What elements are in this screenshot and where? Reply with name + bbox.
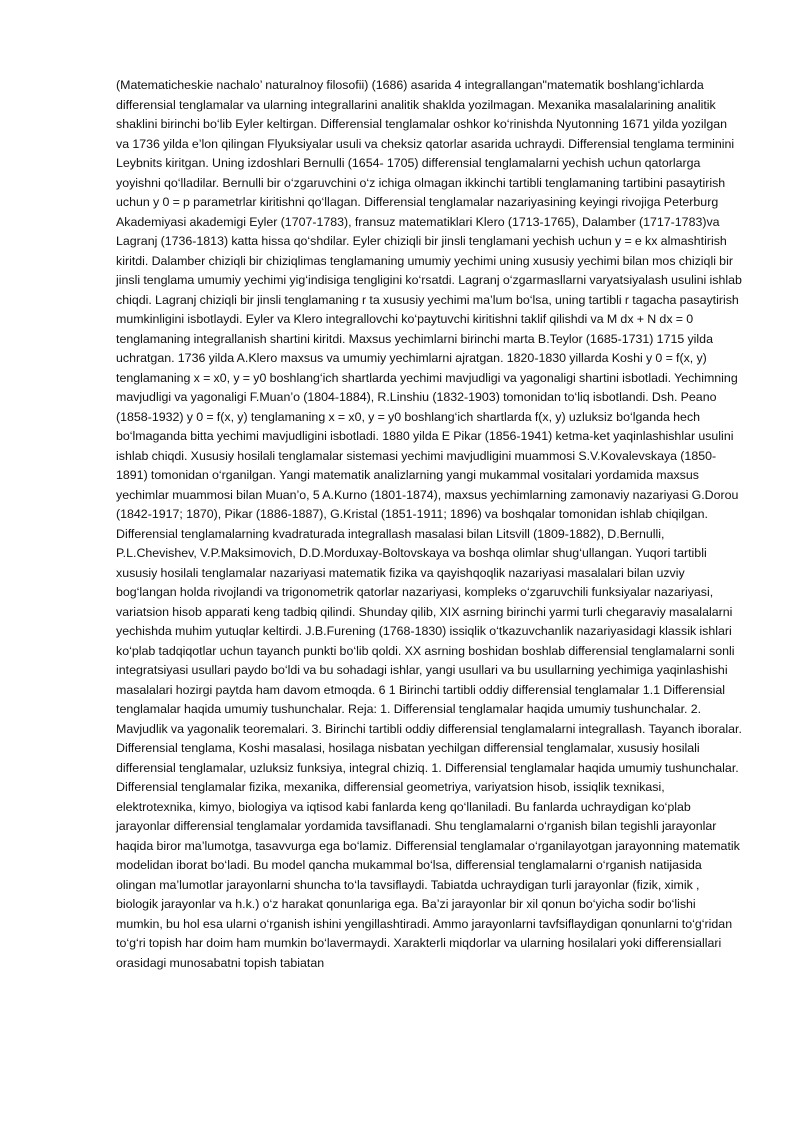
- body-paragraph: (Matematicheskie nachalo’ naturalnoy filosofii) (1686) asarida 4 integrallangan"matematik boshlang‘ichlarda differensial tenglamalar va ularning integrallarini analitik shaklda yozilmagan. Mexanika masalalarining analitik shaklini birinchi bo‘lib Eyler keltirgan. Differensial tenglamalar oshkor ko‘rinishda Nyutonning 1671 yilda yozilgan va 1736 yilda e’lon qilingan Flyuksiyalar usuli va cheksiz qatorlar asarida uchraydi. Differensial tenglama terminini Leybnits kiritgan. Uning izdoshlari Bernulli (1654- 1705) differensial tenglamalarni yechish uchun qatorlarga yoyishni qo‘lladilar. Bernulli bir o‘zgaruvchini o‘z ichiga olmagan ikkinchi tartibli tenglamaning tartibini pasaytirish uchun y 0 = p parametrlar kiritishni qo‘llagan. Differensial tenglamalar nazariyasining keyingi rivojiga Peterburg Akademiyasi akademigi Eyler (1707-1783), fransuz matematiklari Klero (1713-1765), Dalamber (1717-1783)va Lagranj (1736-1813) katta hissa qo‘shdilar. Eyler chiziqli bir jinsli tenglamani yechish uchun y = e kx almashtirish kiritdi. Dalamber chiziqli bir chiziqlimas tenglamaning umumiy yechimi uning xususiy yechimi bilan mos chiziqli bir jinsli tenglama umumiy yechimi yig‘indisiga tengligini ko‘rsatdi. Lagranj o‘zgarmasllarni varyatsiyalash usulini ishlab chiqdi. Lagranj chiziqli bir jinsli tenglamaning r ta xususiy yechimi ma’lum bo‘lsa, uning tartibli r tagacha pasaytirish mumkinligini isbotlaydi. Eyler va Klero integrallovchi ko‘paytuvchi kiritishni taklif qilishdi va M dx + N dx = 0 tenglamaning integrallanish shartini kiritdi. Maxsus yechimlarni birinchi marta B.Teylor (1685-1731) 1715 yilda uchratgan. 1736 yilda A.Klero maxsus va umumiy yechimlarni ajratgan. 1820-1830 yillarda Koshi y 0 = f(x, y) tenglamaning x = x0, y = y0 boshlang‘ich shartlarda yechimi mavjudligi va yagonaligi shartini isbotladi. Yechimning mavjudligi va yagonaligi F.Muan’o (1804-1884), R.Linshiu (1832-1903) tomonidan to‘liq isbotlandi. Dsh. Peano (1858-1932) y 0 = f(x, y) tenglamaning x = x0, y = y0 boshlang‘ich shartlarda f(x, y) uzluksiz bo‘lganda hech bo‘lmaganda bitta yechimi mavjudligini isbotladi. 1880 yilda E Pikar (1856-1941) ketma-ket yaqinlashishlar usulini ishlab chiqdi. Xususiy hosilali tenglamalar sistemasi yechimi mavjudligini muammosi S.V.Kovalevskaya (1850-1891) tomonidan o‘rganilgan. Yangi matematik analizlarning yangi mukammal vositalari yordamida maxsus yechimlar muammosi bilan Muan’o, 5 A.Kurno (1801-1874), maxsus yechimlarning zamonaviy nazariyasi G.Dorou (1842-1917; 1870), Pikar (1886-1887), G.Kristal (1851-1911; 1896) va boshqalar tomonidan ishlab chiqilgan. Differensial tenglamalarning kvadraturada integrallash masalasi bilan Litsvill (1809-1882), D.Bernulli, P.L.Chevishev, V.P.Maksimovich, D.D.Morduxay-Boltovskaya va boshqa olimlar shug‘ullangan. Yuqori tartibli xususiy hosilali tenglamalar nazariyasi matematik fizika va qayishqoqlik nazariyasi masalalari bilan uzviy bog‘langan holda rivojlandi va trigonometrik qatorlar nazariyasi, kompleks o‘zgaruvchili funksiyalar nazariyasi, variatsion hisob apparati keng tadbiq qilindi. Shunday qilib, XIX asrning birinchi yarmi turli chegaraviy masalalarni yechishda muhim yutuqlar keltirdi. J.B.Furening (1768-1830) issiqlik o‘tkazuvchanlik nazariyasidagi klassik ishlari ko‘plab tadqiqotlar uchun tayanch punkti bo‘lib qoldi. XX asrning boshidan boshlab differensial tenglamalarni sonli integratsiyasi usullari paydo bo‘ldi va bu sohadagi ishlar, yangi usullari va bu usullarning yechimiga yaqinlashishi masalalari hozirgi paytda ham davom etmoqda. 6 1 Birinchi tartibli oddiy differensial tenglamalar 1.1 Differensial tenglamalar haqida umumiy tushunchalar. Reja: 1. Differensial tenglamalar haqida umumiy tushunchalar. 2. Mavjudlik va yagonalik teoremalari. 3. Birinchi tartibli oddiy differensial tenglamalarni integrallash. Tayanch iboralar. Differensial tenglama, Koshi masalasi, hosilaga nisbatan yechilgan differensial tenglamalar, xususiy hosilali differensial tenglamalar, uzluksiz funksiya, integral chiziq. 1. Differensial tenglamalar haqida umumiy tushunchalar. Differensial tenglamalar fizika, mexanika, differensial geometriya, variyatsion hisob, issiqlik texnikasi, elektrotexnika, kimyo, biologiya va iqtisod kabi fanlarda keng qo‘llaniladi. Bu fanlarda uchraydigan ko‘plab jarayonlar differensial tenglamalar yordamida tavsiflanadi. Shu tenglamalarni o‘rganish bilan tegishli jarayonlar haqida biror ma’lumotga, tasavvurga ega bo‘lamiz. Differensial tenglamalar o‘rganilayotgan jarayonning matematik modelidan iborat bo‘ladi. Bu model qancha mukammal bo‘lsa, differensial tenglamalarni o‘rganish natijasida olingan ma’lumotlar jarayonlarni shuncha to‘la tavsiflaydi. Tabiatda uchraydigan turli jarayonlar (fizik, ximik , biologik jarayonlar va h.k.) o‘z harakat qonunlariga ega. Ba’zi jarayonlar bir xil qonun bo‘yicha sodir bo‘lishi mumkin, bu hol esa ularni o‘rganish ishini yengillashtiradi. Ammo jarayonlarni tavfsiflaydigan qonunlarni to‘g‘ridan to‘g‘ri topish har doim ham mumkin bo‘lavermaydi. Xarakterli miqdorlar va ularning hosilalari yoki differensiallari orasidagi munosabatni topish tabiatan: [116, 78, 742, 970]
- document-page: [116, 76, 742, 973]
